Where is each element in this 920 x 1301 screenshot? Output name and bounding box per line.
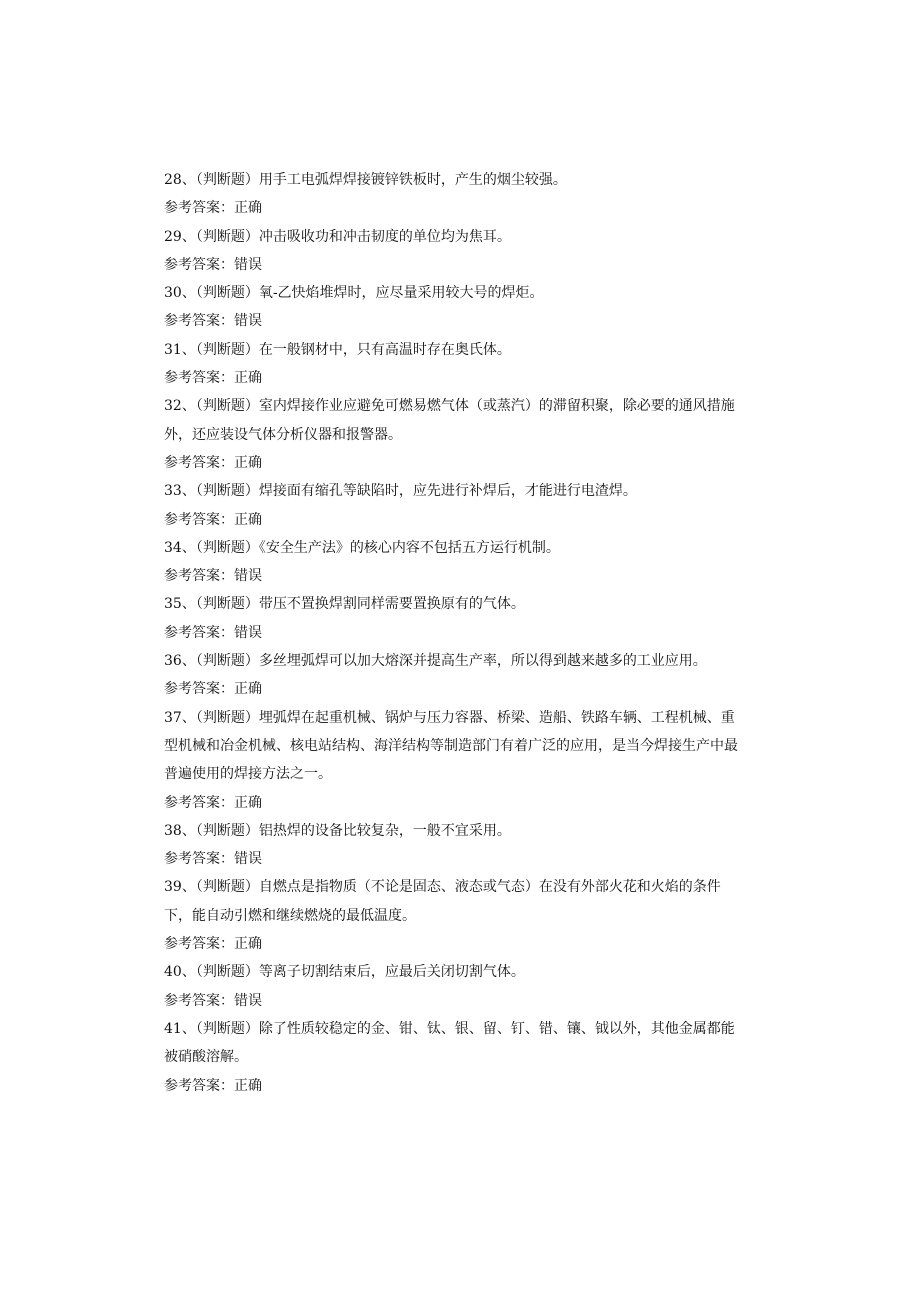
question-item — [164, 166, 748, 223]
question-text: 36、（判断题）多丝埋弧焊可以加大熔深并提高生产率，所以得到越来越多的工业应用。 — [164, 653, 707, 670]
answer-label: 参考答案： — [164, 370, 234, 387]
answer-line — [164, 619, 748, 647]
answer-line — [164, 845, 748, 873]
question-item — [164, 477, 748, 534]
question-item — [164, 590, 748, 647]
answer-line — [164, 449, 748, 477]
answer-line — [164, 364, 748, 392]
question-text: 29、（判断题）冲击吸收功和冲击韧度的单位均为焦耳。 — [164, 228, 511, 245]
question-text: 35、（判断题）带压不置换焊割同样需要置换原有的气体。 — [164, 596, 525, 613]
answer-value: 正确 — [234, 794, 262, 811]
answer-line — [164, 930, 748, 958]
answer-value: 正确 — [234, 370, 262, 387]
answer-value: 正确 — [234, 200, 262, 217]
question-text: 41、（判断题）除了性质较稳定的金、钳、钛、银、留、钉、错、镶、钺以外，其他金属都能被硝酸溶解。 — [164, 1020, 735, 1066]
answer-line — [164, 1072, 748, 1100]
answer-label: 参考答案： — [164, 1077, 234, 1094]
answer-value: 错误 — [234, 851, 262, 868]
answer-value: 正确 — [234, 511, 262, 528]
answer-value: 错误 — [234, 624, 262, 641]
answer-label: 参考答案： — [164, 794, 234, 811]
question-text: 30、（判断题）氧-乙快焰堆焊时，应尽量采用较大号的焊炬。 — [164, 285, 544, 302]
answer-label: 参考答案： — [164, 454, 234, 471]
question-text: 31、（判断题）在一般钢材中，只有高温时存在奥氏体。 — [164, 341, 511, 358]
answer-line — [164, 675, 748, 703]
answer-value: 正确 — [234, 936, 262, 953]
answer-value: 错误 — [234, 992, 262, 1009]
answer-value: 正确 — [234, 454, 262, 471]
question-item — [164, 1015, 748, 1100]
question-text: 33、（判断题）焊接面有缩孔等缺陷时，应先进行补焊后，才能进行电渣焊。 — [164, 483, 637, 500]
answer-value: 错误 — [234, 313, 262, 330]
answer-label: 参考答案： — [164, 511, 234, 528]
question-item — [164, 704, 748, 817]
answer-value: 正确 — [234, 681, 262, 698]
question-item — [164, 647, 748, 704]
question-item — [164, 958, 748, 1015]
question-text: 40、（判断题）等离子切割结束后，应最后关闭切割气体。 — [164, 964, 525, 981]
answer-line — [164, 789, 748, 817]
answer-label: 参考答案： — [164, 681, 234, 698]
answer-line — [164, 194, 748, 222]
answer-value: 错误 — [234, 568, 262, 585]
question-item — [164, 392, 748, 477]
answer-label: 参考答案： — [164, 200, 234, 217]
answer-label: 参考答案： — [164, 992, 234, 1009]
question-text: 34、（判断题）《安全生产法》的核心内容不包括五方运行机制。 — [164, 539, 560, 556]
question-item — [164, 534, 748, 591]
answer-line — [164, 307, 748, 335]
answer-line — [164, 506, 748, 534]
question-item — [164, 817, 748, 874]
question-text: 38、（判断题）铝热焊的设备比较复杂，一般不宜采用。 — [164, 822, 511, 839]
answer-label: 参考答案： — [164, 313, 234, 330]
question-item — [164, 336, 748, 393]
question-item — [164, 223, 748, 280]
answer-label: 参考答案： — [164, 851, 234, 868]
answer-label: 参考答案： — [164, 624, 234, 641]
question-item — [164, 873, 748, 958]
answer-value: 正确 — [234, 1077, 262, 1094]
question-list — [164, 166, 748, 1100]
answer-value: 错误 — [234, 256, 262, 273]
question-item — [164, 279, 748, 336]
question-text: 28、（判断题）用手工电弧焊焊接镀锌铁板时，产生的烟尘较强。 — [164, 172, 567, 188]
answer-label: 参考答案： — [164, 936, 234, 953]
answer-label: 参考答案： — [164, 256, 234, 273]
question-text: 37、（判断题）埋弧焊在起重机械、锅炉与压力容器、桥梁、造船、铁路车辆、工程机械、重型机械和冶金机械、核电站结构、海洋结构等制造部门有着广泛的应用，是当今焊接生产中最普遍使用的焊接方法之一。 — [164, 709, 738, 783]
answer-line — [164, 562, 748, 590]
answer-line — [164, 987, 748, 1015]
answer-label: 参考答案： — [164, 568, 234, 585]
question-text: 32、（判断题）室内焊接作业应避免可燃易燃气体（或蒸汽）的滞留积聚，除必要的通风措施外，还应装设气体分析仪器和报警器。 — [164, 398, 735, 443]
question-text: 39、（判断题）自燃点是指物质（不论是固态、液态或气态）在没有外部火花和火焰的条件下，能自动引燃和继续燃烧的最低温度。 — [164, 879, 721, 924]
answer-line — [164, 251, 748, 279]
